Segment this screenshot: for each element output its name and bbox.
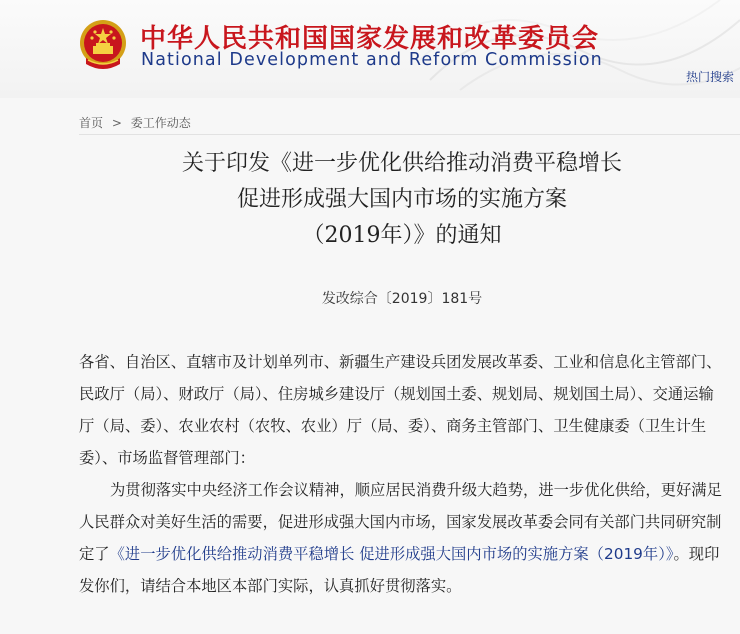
title-line-2: 促进形成强大国内市场的实施方案: [236, 187, 567, 212]
org-name-en: National Development and Reform Commission: [141, 50, 603, 70]
attached-plan-link[interactable]: 《进一步优化供给推动消费平稳增长 促进形成强大国内市场的实施方案（2019年）》: [109, 545, 674, 563]
breadcrumb-home-link[interactable]: 首页: [79, 116, 104, 130]
breadcrumb: [79, 114, 191, 131]
breadcrumb-divider: [79, 134, 740, 135]
breadcrumb-separator: >: [111, 116, 122, 130]
breadcrumb-section-link[interactable]: 委工作动态: [130, 116, 191, 130]
paragraph-intro: 为贯彻落实中央经济工作会议精神，顺应居民消费升级大趋势，进一步优化供给，更好满足人民群众对美好生活的需要，促进形成强大国内市场，国家发展改革委会同有关部门共同研究制定了: [79, 481, 722, 563]
paragraph-closing: 。现印发你们，请结合本地区本部门实际，认真抓好贯彻落实。: [79, 545, 720, 595]
site-header: [0, 0, 740, 98]
document-number: 发改综合〔2019〕181号: [321, 291, 483, 307]
main-paragraph: [79, 474, 725, 602]
national-emblem-icon[interactable]: [78, 18, 128, 74]
title-line-3: （2019年）》的通知: [302, 223, 502, 248]
hot-search-link[interactable]: 热门搜索: [686, 70, 735, 84]
article-title: [79, 146, 725, 254]
org-name-cn: 中华人民共和国国家发展和改革委员会: [140, 24, 600, 54]
article-body: [79, 346, 725, 602]
title-line-1: 关于印发《进一步优化供给推动消费平稳增长: [181, 151, 622, 176]
recipients-paragraph: 各省、自治区、直辖市及计划单列市、新疆生产建设兵团发展改革委、工业和信息化主管部门、民政厅（局）、财政厅（局）、住房城乡建设厅（规划国土委、规划局、规划国土局）、交通运输厅（局、委）、农业农村（农牧、农业）厅（局、委）、商务主管部门、卫生健康委（卫生计生委）、市场监督管理部门：: [79, 353, 722, 467]
